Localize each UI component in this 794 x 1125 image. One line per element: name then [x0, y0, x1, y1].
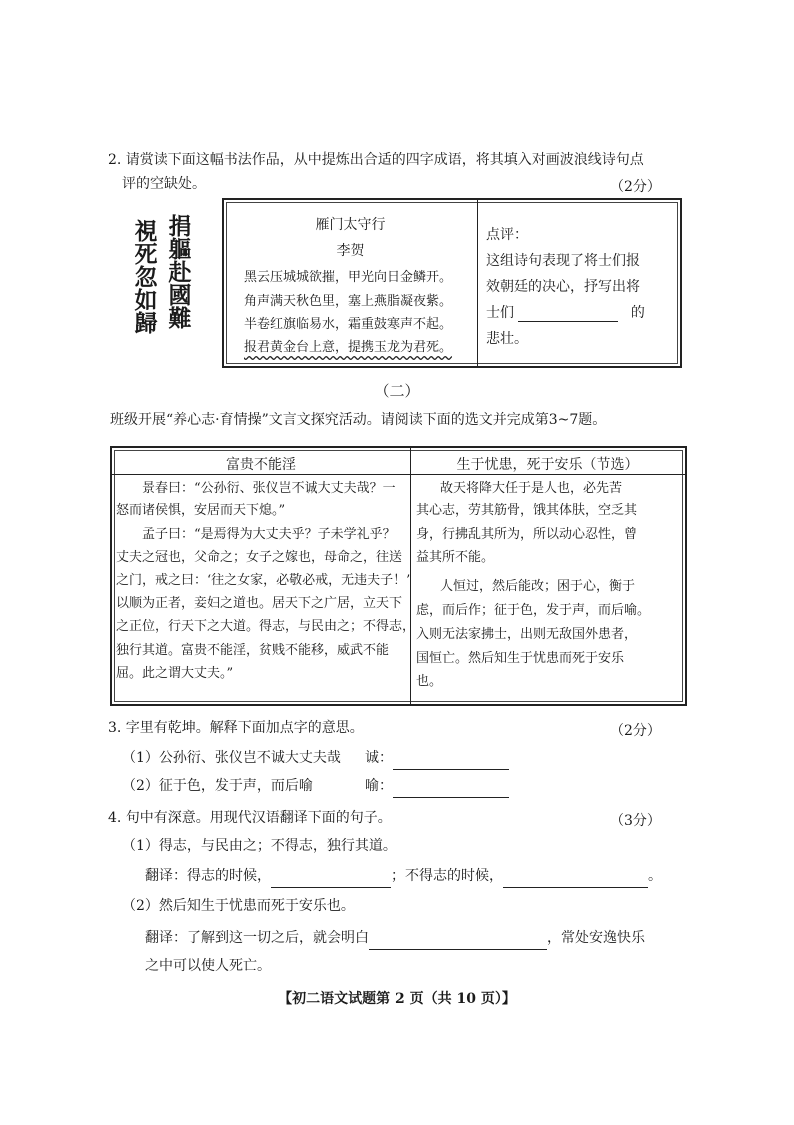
q4-item1-blank2[interactable]	[503, 871, 648, 888]
passage-right-title: 生于忧患，死于安乐（节选）	[456, 457, 639, 473]
passage-left-line: 之正位，行天下之大道。得志，与民由之；不得志，	[116, 619, 416, 634]
poem-line-wavy: 报君黄金台上意，提携玉龙为君死。	[244, 340, 453, 355]
calligraphy-char: 視	[134, 218, 158, 245]
passage-right-line: 入则无法家拂士，出则无敌国外患者，	[416, 627, 638, 642]
poem-author: 李贺	[336, 243, 365, 259]
calligraphy-char: 國	[168, 282, 192, 309]
q4-item2-trans-c: 之中可以使人死亡。	[145, 958, 271, 974]
passage-left-line: 丈夫之冠也，父命之；女子之嫁也，母命之，往送	[116, 550, 403, 565]
calligraphy-char: 歸	[134, 310, 158, 337]
q2-prompt-line2: 评的空缺处。	[122, 176, 206, 192]
comment-line: 效朝廷的决心，抒写出将	[486, 279, 640, 295]
passage-right-line: 身，行拂乱其所为，所以动心忍性，曾	[416, 527, 638, 542]
q2-prompt-line1: 2. 请赏读下面这幅书法作品，从中提炼出合适的四字成语，将其填入对画波浪线诗句点	[108, 152, 644, 168]
passage-left-line: 屈。此之谓大丈夫。”	[116, 666, 234, 681]
comment-fill-suffix: 的	[630, 305, 645, 321]
passage-right-line: 益其所不能。	[416, 550, 495, 565]
calligraphy-char: 捐	[168, 213, 192, 240]
q3-item1: （1）公孙衍、张仪岂不诚大丈夫哉	[122, 750, 341, 766]
passage-left-line: 独行其道。富贵不能淫，贫贱不能移，威武不能	[116, 643, 390, 658]
calligraphy-column-left	[132, 220, 160, 335]
poem-line: 角声满天秋色里，塞上燕脂凝夜紫。	[244, 294, 453, 309]
q3-item2-answer	[365, 774, 509, 798]
comment-label: 点评：	[486, 227, 528, 243]
q4-item2-trans-b: ，常处安逸快乐	[547, 930, 645, 946]
passage-right-line: 虑，而后作；征于色，发于声，而后喻。	[416, 603, 651, 618]
q4-item2: （2）然后知生于忧患而死于安乐也。	[122, 898, 355, 914]
calligraphy-char: 死	[134, 241, 158, 268]
q4-prompt: 4. 句中有深意。用现代汉语翻译下面的句子。	[108, 810, 392, 826]
poem-table	[222, 198, 682, 368]
calligraphy-char: 如	[134, 287, 158, 314]
poem-line: 黑云压城城欲摧，甲光向日金鳞开。	[244, 270, 453, 285]
q4-item1-translation	[145, 864, 662, 888]
comment-line: 这组诗句表现了将士们报	[486, 253, 640, 269]
q4-item1: （1）得志，与民由之；不得志，独行其道。	[122, 838, 397, 854]
calligraphy-char: 赴	[168, 259, 192, 286]
passage-left-line: 景春曰：“公孙衍、张仪岂不诚大丈夫哉？一	[142, 481, 396, 496]
passage-left-line: 孟子曰：“是焉得为大丈夫乎？子未学礼乎？	[142, 527, 396, 542]
comment-line: 悲壮。	[486, 331, 528, 347]
calligraphy-char: 軀	[168, 236, 192, 263]
q4-item1-blank1[interactable]	[271, 871, 391, 888]
calligraphy-column-right	[166, 215, 194, 330]
q4-item2-translation	[145, 926, 645, 950]
q4-item1-trans-c: 。	[648, 868, 662, 884]
q4-score: （3分）	[610, 813, 661, 829]
passage-left-line: 之门，戒之曰：‘往之女家，必敬必戒，无违夫子！’	[116, 573, 411, 588]
q3-score: （2分）	[610, 723, 661, 739]
passage-right-line: 人恒过，然后能改；困于心，衡于	[440, 579, 636, 594]
passage-left-line: 以顺为正者，妾妇之道也。居天下之广居，立天下	[116, 596, 403, 611]
q3-item1-label: 诚：	[365, 750, 393, 766]
q3-item2-label: 喻：	[365, 778, 393, 794]
section-title: （二）	[374, 382, 420, 400]
q4-item2-blank[interactable]	[369, 933, 547, 950]
q4-item2-trans-a: 翻译：了解到这一切之后，就会明白	[145, 930, 369, 946]
q3-item1-answer	[365, 746, 509, 770]
comment-blank[interactable]	[518, 305, 618, 322]
poem-line: 半卷红旗临易水，霜重鼓寒声不起。	[244, 317, 453, 332]
comment-fill-prefix: 士们	[486, 305, 514, 321]
passage-right-line: 也。	[416, 674, 443, 689]
calligraphy-char: 難	[168, 305, 192, 332]
q4-item1-trans-b: ；不得志的时候，	[391, 868, 503, 884]
page-footer: 【初二语文试题第 2 页（共 10 页）】	[278, 991, 516, 1007]
passage-right-line: 故天将降大任于是人也，必先苦	[440, 481, 623, 496]
q3-prompt: 3. 字里有乾坤。解释下面加点字的意思。	[108, 720, 364, 736]
passage-right-line: 国恒亡。然后知生于忧患而死于安乐	[416, 651, 625, 666]
passage-left-title: 富贵不能淫	[226, 457, 296, 473]
calligraphy-char: 忽	[134, 264, 158, 291]
passage-table	[110, 446, 687, 706]
section-intro: 班级开展“养心志·育情操”文言文探究活动。请阅读下面的选文并完成第3~7题。	[110, 412, 607, 428]
passage-left-line: 怒而诸侯惧，安居而天下熄。”	[116, 503, 286, 518]
q4-item1-trans-a: 翻译：得志的时候，	[145, 868, 271, 884]
poem-title: 雁门太守行	[315, 217, 386, 233]
passage-right-line: 其心志，劳其筋骨，饿其体肤，空乏其	[416, 503, 638, 518]
comment-fill-line	[486, 302, 645, 322]
q2-score: （2分）	[610, 179, 661, 195]
q3-item2: （2）征于色，发于声，而后喻	[122, 778, 313, 794]
q3-item2-blank[interactable]	[393, 781, 509, 798]
q3-item1-blank[interactable]	[393, 753, 509, 770]
